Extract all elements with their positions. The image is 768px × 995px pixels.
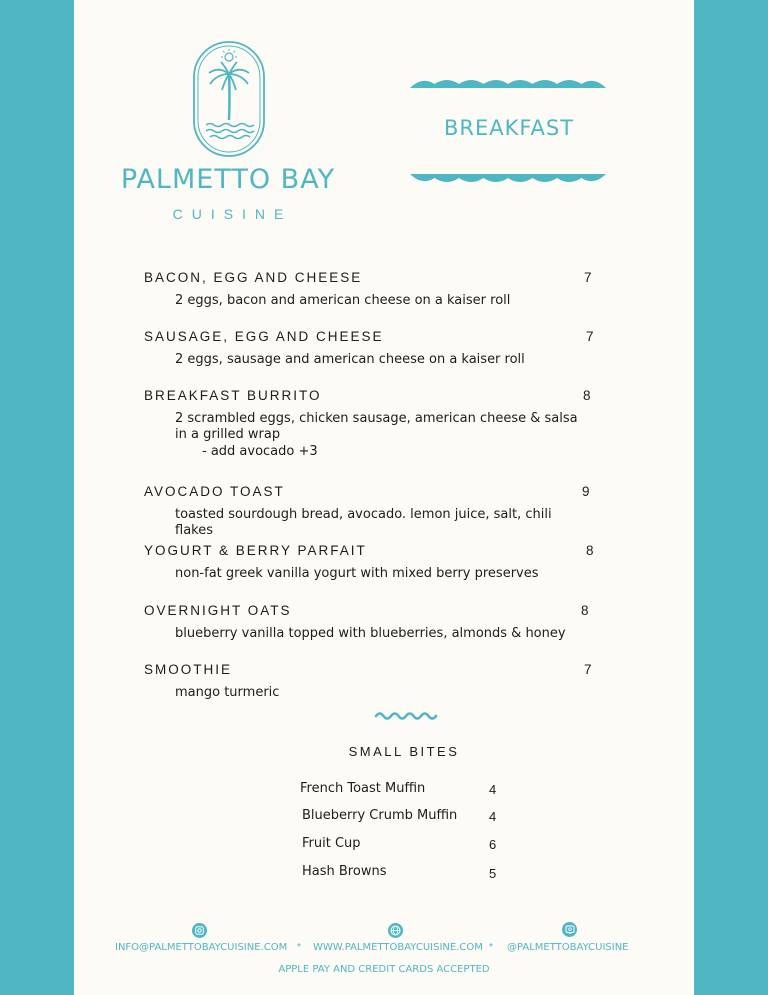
- item-name: BACON, EGG AND CHEESE: [144, 270, 363, 285]
- footer-email-link[interactable]: INFO@PALMETTOBAYCUISINE.COM: [115, 942, 288, 953]
- item-price: 9: [582, 484, 590, 499]
- bite-name: Hash Browns: [302, 864, 387, 879]
- footer-separator: *: [297, 942, 301, 953]
- item-name: OVERNIGHT OATS: [144, 603, 292, 618]
- small-bites-title: SMALL BITES: [348, 744, 460, 759]
- item-description: 2 eggs, bacon and american cheese on a kaiser roll: [175, 293, 511, 308]
- item-name: YOGURT & BERRY PARFAIT: [144, 543, 367, 558]
- footer-social-link[interactable]: @PALMETTOBAYCUISINE: [507, 942, 629, 953]
- brand-subtitle: CUISINE: [172, 206, 293, 222]
- brand-name: PALMETTO BAY: [120, 164, 336, 195]
- item-price: 8: [586, 543, 594, 558]
- bite-name: Blueberry Crumb Muffin: [302, 808, 458, 823]
- payment-note: APPLE PAY AND CREDIT CARDS ACCEPTED: [278, 964, 490, 975]
- item-description: 2 eggs, sausage and american cheese on a kaiser roll: [175, 352, 525, 367]
- chat-icon[interactable]: [562, 922, 577, 937]
- item-name: AVOCADO TOAST: [144, 484, 285, 499]
- item-name: SMOOTHIE: [144, 662, 233, 677]
- footer-website-link[interactable]: WWW.PALMETTOBAYCUISINE.COM: [313, 942, 483, 953]
- squiggle-divider: [374, 711, 438, 721]
- item-description: 2 scrambled eggs, chicken sausage, american cheese & salsa in a grilled wrap: [175, 411, 578, 442]
- item-name: SAUSAGE, EGG AND CHEESE: [144, 329, 384, 344]
- item-description: non-fat greek vanilla yogurt with mixed berry preserves: [175, 566, 539, 581]
- item-description: blueberry vanilla topped with blueberries, almonds & honey: [175, 626, 566, 641]
- item-name: BREAKFAST BURRITO: [144, 388, 322, 403]
- wave-divider-bottom: [410, 172, 606, 186]
- item-description: mango turmeric: [175, 685, 280, 700]
- bite-price: 4: [489, 782, 497, 797]
- footer-separator: *: [489, 942, 493, 953]
- bite-name: Fruit Cup: [302, 836, 361, 851]
- wave-divider-top: [410, 76, 606, 90]
- item-price: 8: [583, 388, 591, 403]
- item-description: toasted sourdough bread, avocado. lemon juice, salt, chili flakes: [175, 507, 552, 538]
- item-price: 7: [584, 270, 592, 285]
- bite-price: 5: [489, 866, 497, 881]
- section-title: BREAKFAST: [443, 116, 575, 140]
- globe-icon[interactable]: [388, 923, 403, 938]
- instagram-icon[interactable]: [192, 923, 207, 938]
- palm-tree-sun-waves-icon: [192, 40, 266, 158]
- item-price: 7: [586, 329, 594, 344]
- item-addon: - add avocado +3: [202, 444, 318, 459]
- bite-name: French Toast Muffin: [300, 781, 426, 796]
- menu-page: [74, 0, 694, 995]
- item-price: 7: [584, 662, 592, 677]
- item-price: 8: [581, 603, 589, 618]
- bite-price: 4: [489, 809, 497, 824]
- bite-price: 6: [489, 837, 497, 852]
